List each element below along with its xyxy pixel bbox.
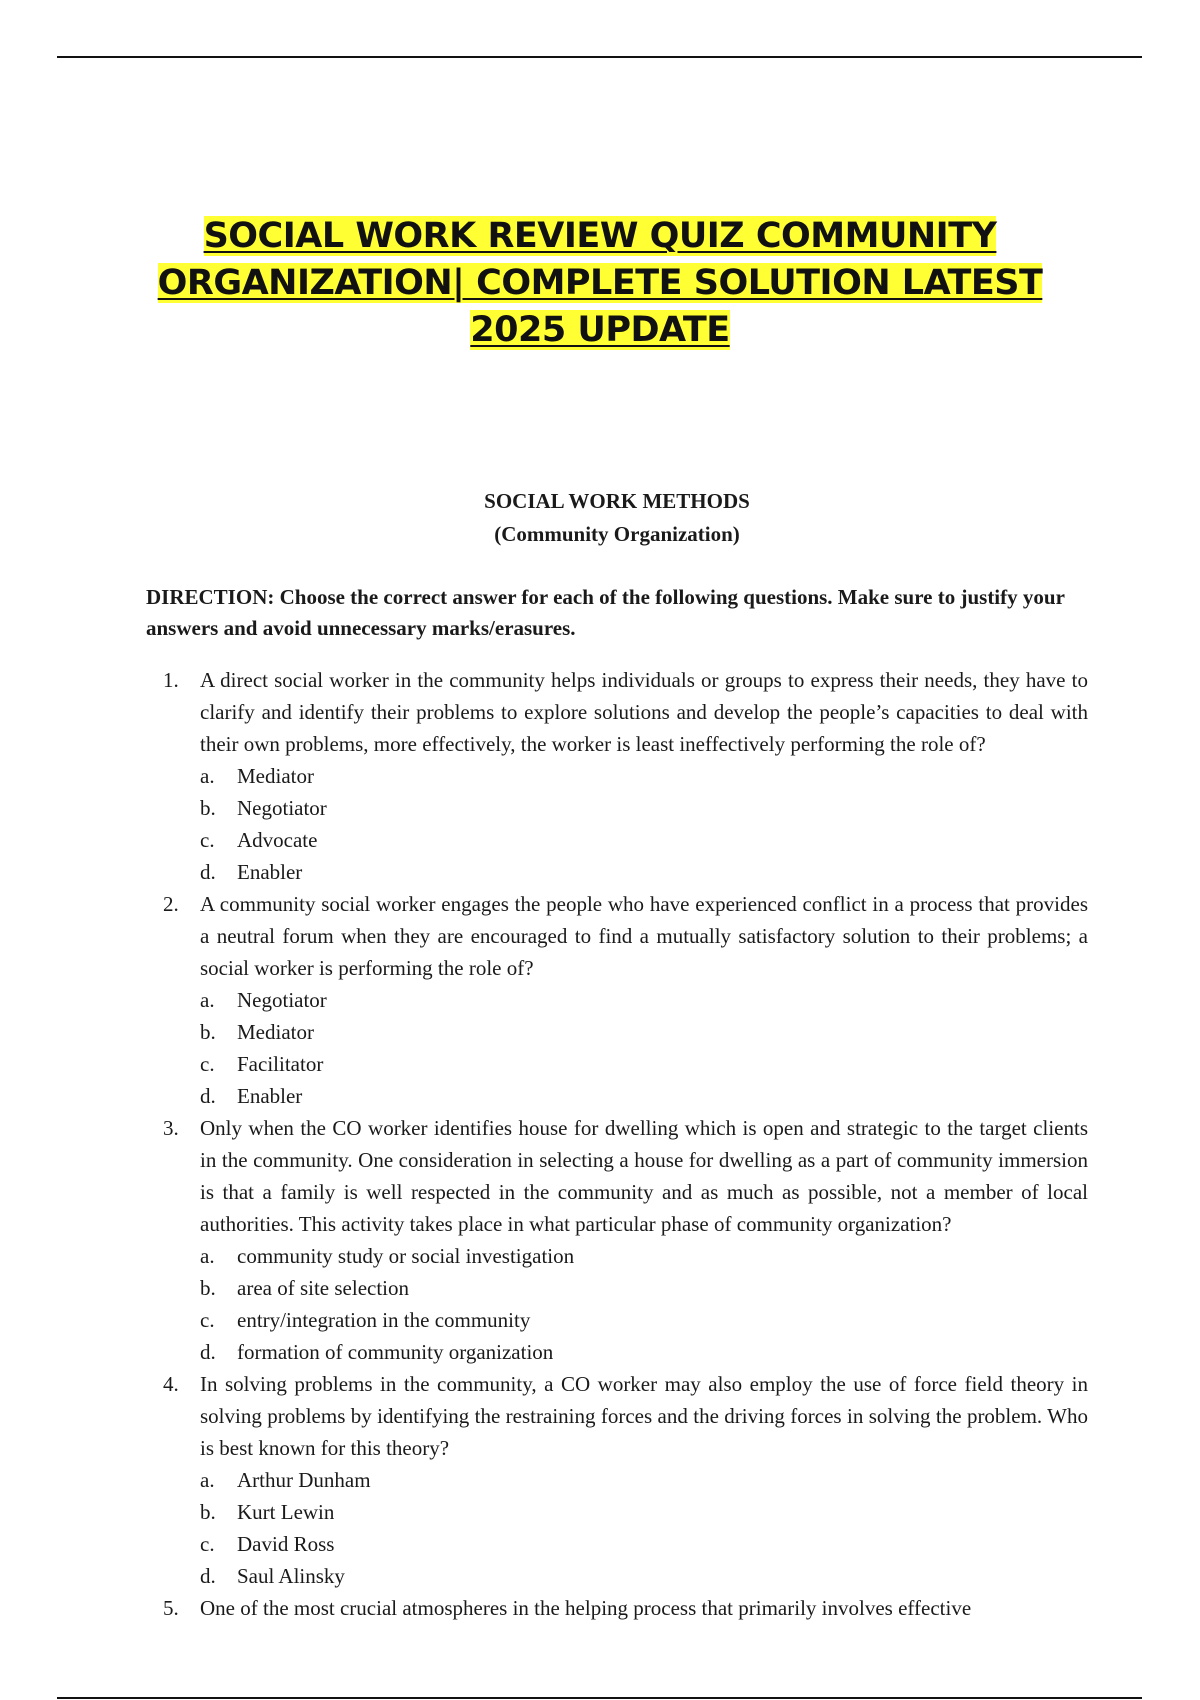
option-list [200, 760, 1088, 888]
section-heading: SOCIAL WORK METHODS [484, 489, 750, 513]
option-c [200, 1528, 1088, 1560]
option-text: Advocate [237, 828, 318, 852]
option-letter: a. [200, 988, 215, 1012]
option-letter: d. [200, 1084, 216, 1108]
option-letter: d. [200, 860, 216, 884]
bottom-rule [57, 1697, 1142, 1699]
option-d [200, 1080, 1088, 1112]
option-letter: b. [200, 1276, 216, 1300]
option-letter: a. [200, 1244, 215, 1268]
option-text: Negotiator [237, 796, 327, 820]
option-list [200, 1464, 1088, 1592]
option-d [200, 1336, 1088, 1368]
question-3 [150, 1112, 1088, 1368]
option-text: Kurt Lewin [237, 1500, 335, 1524]
option-c [200, 1304, 1088, 1336]
option-letter: b. [200, 796, 216, 820]
top-rule [57, 56, 1142, 58]
title-line-2: ORGANIZATION| COMPLETE SOLUTION LATEST [157, 263, 1043, 303]
question-text: In solving problems in the community, a CO worker may also employ the use of force field theory in solving problems by identifying the restraining forces and the driving forces in solving the problem. Who is best known for this theory? [200, 1372, 1088, 1460]
option-text: formation of community organization [237, 1340, 554, 1364]
option-b [200, 1272, 1088, 1304]
question-text: A community social worker engages the people who have experienced conflict in a process that provides a neutral forum when they are encouraged to find a mutually satisfactory solution to their problems; a social worker is performing the role of? [200, 892, 1088, 980]
option-text: Mediator [237, 764, 314, 788]
option-text: Saul Alinsky [237, 1564, 345, 1588]
question-text: A direct social worker in the community helps individuals or groups to express their needs, they have to clarify and identify their problems to explore solutions and develop the people’s capacities to deal with their own problems, more effectively, the worker is least ineffectively performing the role of? [200, 668, 1088, 756]
option-a [200, 984, 1088, 1016]
option-b [200, 1496, 1088, 1528]
option-letter: a. [200, 1468, 215, 1492]
question-text: One of the most crucial atmospheres in the helping process that primarily involves effective [200, 1596, 972, 1620]
option-d [200, 1560, 1088, 1592]
question-number: 2. [163, 892, 179, 916]
option-b [200, 1016, 1088, 1048]
option-letter: b. [200, 1020, 216, 1044]
question-number: 1. [163, 668, 179, 692]
option-letter: b. [200, 1500, 216, 1524]
title-line-3: 2025 UPDATE [470, 310, 730, 350]
question-number: 4. [163, 1372, 179, 1396]
question-number: 5. [163, 1596, 179, 1620]
option-text: Negotiator [237, 988, 327, 1012]
option-a [200, 1240, 1088, 1272]
question-number: 3. [163, 1116, 179, 1140]
option-text: Enabler [237, 860, 303, 884]
option-text: area of site selection [237, 1276, 409, 1300]
section-subheading: (Community Organization) [494, 522, 740, 546]
option-list [200, 984, 1088, 1112]
option-text: Facilitator [237, 1052, 324, 1076]
question-5 [150, 1592, 1088, 1624]
option-a [200, 1464, 1088, 1496]
question-list [150, 664, 1088, 1624]
option-c [200, 824, 1088, 856]
option-text: Mediator [237, 1020, 314, 1044]
option-letter: c. [200, 1532, 215, 1556]
option-letter: c. [200, 1308, 215, 1332]
option-text: Enabler [237, 1084, 303, 1108]
option-text: David Ross [237, 1532, 335, 1556]
document-title [100, 213, 1100, 354]
question-4 [150, 1368, 1088, 1592]
option-letter: a. [200, 764, 215, 788]
option-letter: c. [200, 828, 215, 852]
direction-text: DIRECTION: Choose the correct answer for each of the following questions. Make sure to justify your answers and avoid unnecessary marks/erasures. [146, 585, 1065, 640]
option-d [200, 856, 1088, 888]
option-letter: c. [200, 1052, 215, 1076]
option-c [200, 1048, 1088, 1080]
option-text: Arthur Dunham [237, 1468, 371, 1492]
title-line-1: SOCIAL WORK REVIEW QUIZ COMMUNITY [203, 216, 997, 256]
option-text: community study or social investigation [237, 1244, 575, 1268]
option-a [200, 760, 1088, 792]
option-letter: d. [200, 1340, 216, 1364]
option-b [200, 792, 1088, 824]
option-list [200, 1240, 1088, 1368]
question-text: Only when the CO worker identifies house for dwelling which is open and strategic to the target clients in the community. One consideration in selecting a house for dwelling as a part of community immersion is that a family is well respected in the community and as much as possible, not a member of local authorities. This activity takes place in what particular phase of community organization? [200, 1116, 1088, 1236]
option-letter: d. [200, 1564, 216, 1588]
option-text: entry/integration in the community [237, 1308, 531, 1332]
question-1 [150, 664, 1088, 888]
question-2 [150, 888, 1088, 1112]
